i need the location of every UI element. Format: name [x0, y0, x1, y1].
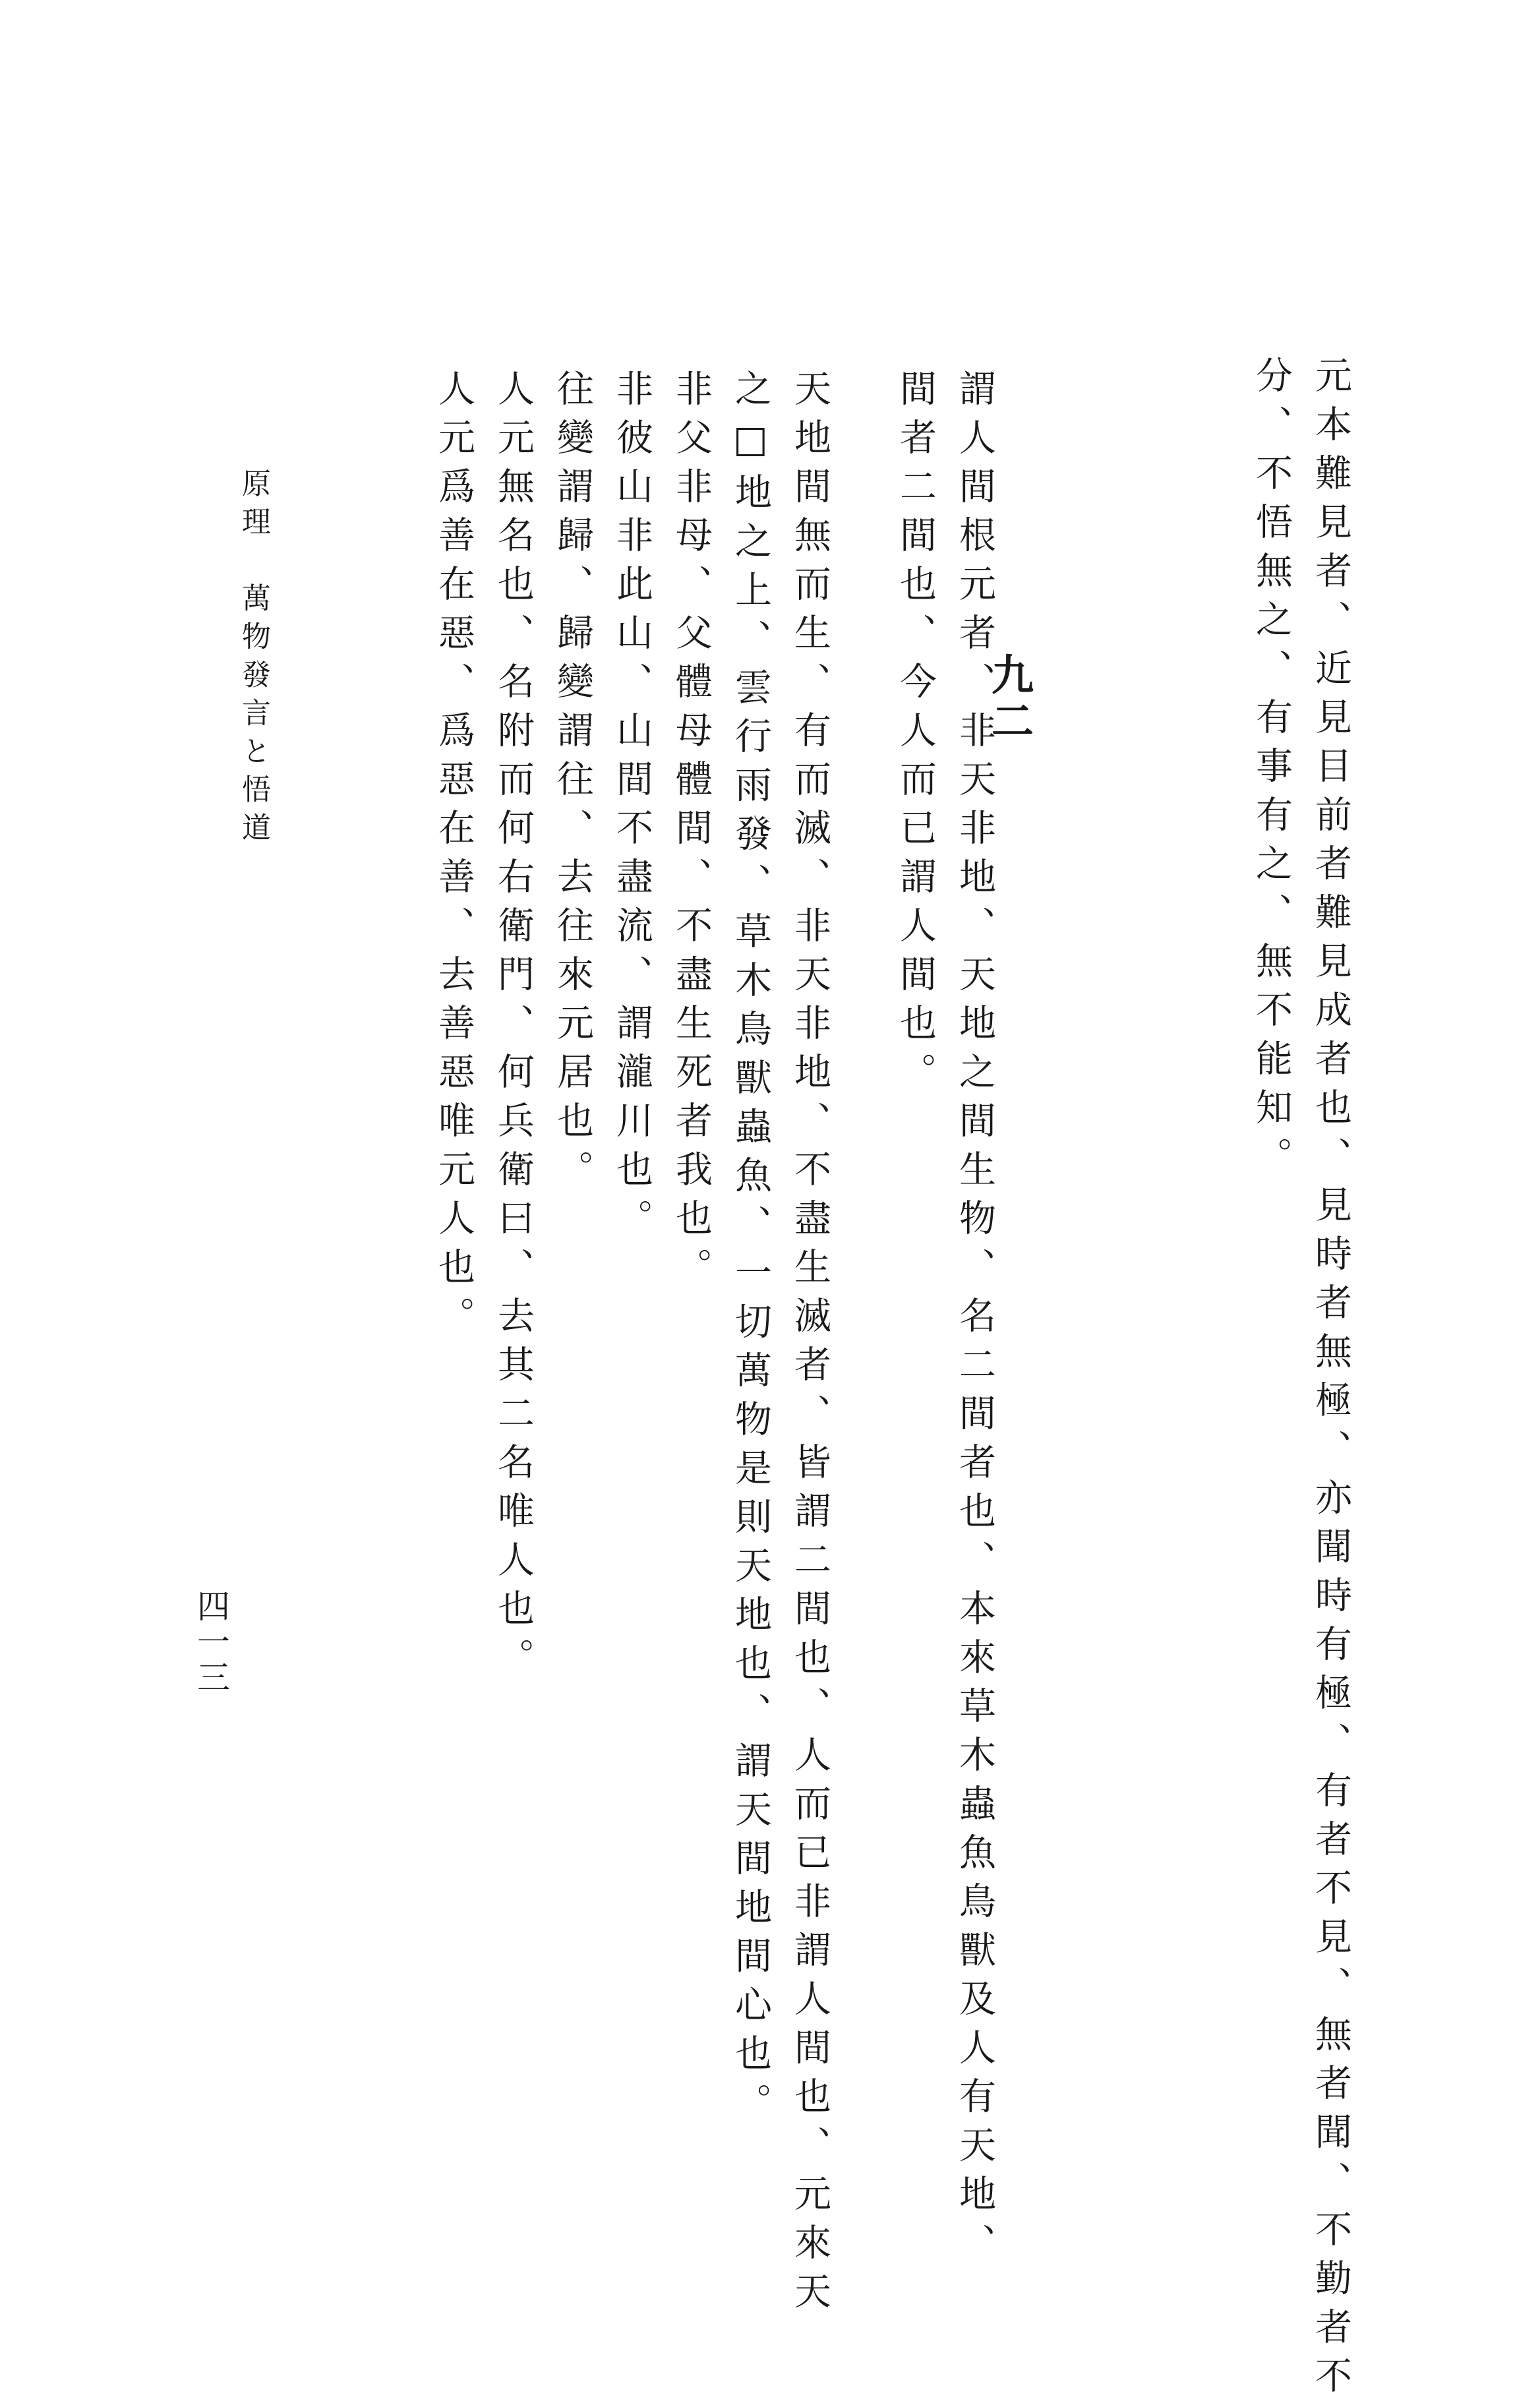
- text-column: 人元無名也、名附而何右衛門、何兵衛曰、去其二名唯人也。: [492, 369, 535, 1686]
- text-column: 分、不悟無之、有事有之、無不能知。: [1250, 356, 1293, 1185]
- text-column: 天地間無而生、有而滅、非天非地、不盡生滅者、皆謂二間也、人而已非謂人間也、元來天: [788, 369, 831, 2321]
- text-column: 謂人間根元者、非天非地、天地之間生物、名二間者也、本來草木蟲魚鳥獸及人有天地、: [953, 369, 996, 2272]
- text-column: 非父非母、父體母體間、不盡生死者我也。: [670, 369, 713, 1296]
- section-heading: 九二: [984, 653, 1034, 745]
- text-column: 間者二間也、今人而已謂人間也。: [894, 369, 937, 1101]
- text-column: 之□地之上、雲行雨發、草木鳥獸蟲魚、一切萬物是則天地也、謂天間地間心也。: [729, 369, 772, 2131]
- text-column: 元本難見者、近見目前者難見成者也、見時者無極、亦聞時有極、有者不見、無者聞、不勤者不: [1309, 356, 1352, 2405]
- running-title: 原理 萬物發言と悟道: [237, 468, 270, 850]
- text-column: 非彼山非此山、山間不盡流、謂瀧川也。: [610, 369, 653, 1247]
- page-number: 四一三: [192, 1589, 230, 1696]
- text-column: 人元爲善在惡、爲惡在善、去善惡唯元人也。: [432, 369, 475, 1345]
- text-column: 往變謂歸、歸變謂往、去往來元居也。: [551, 369, 594, 1199]
